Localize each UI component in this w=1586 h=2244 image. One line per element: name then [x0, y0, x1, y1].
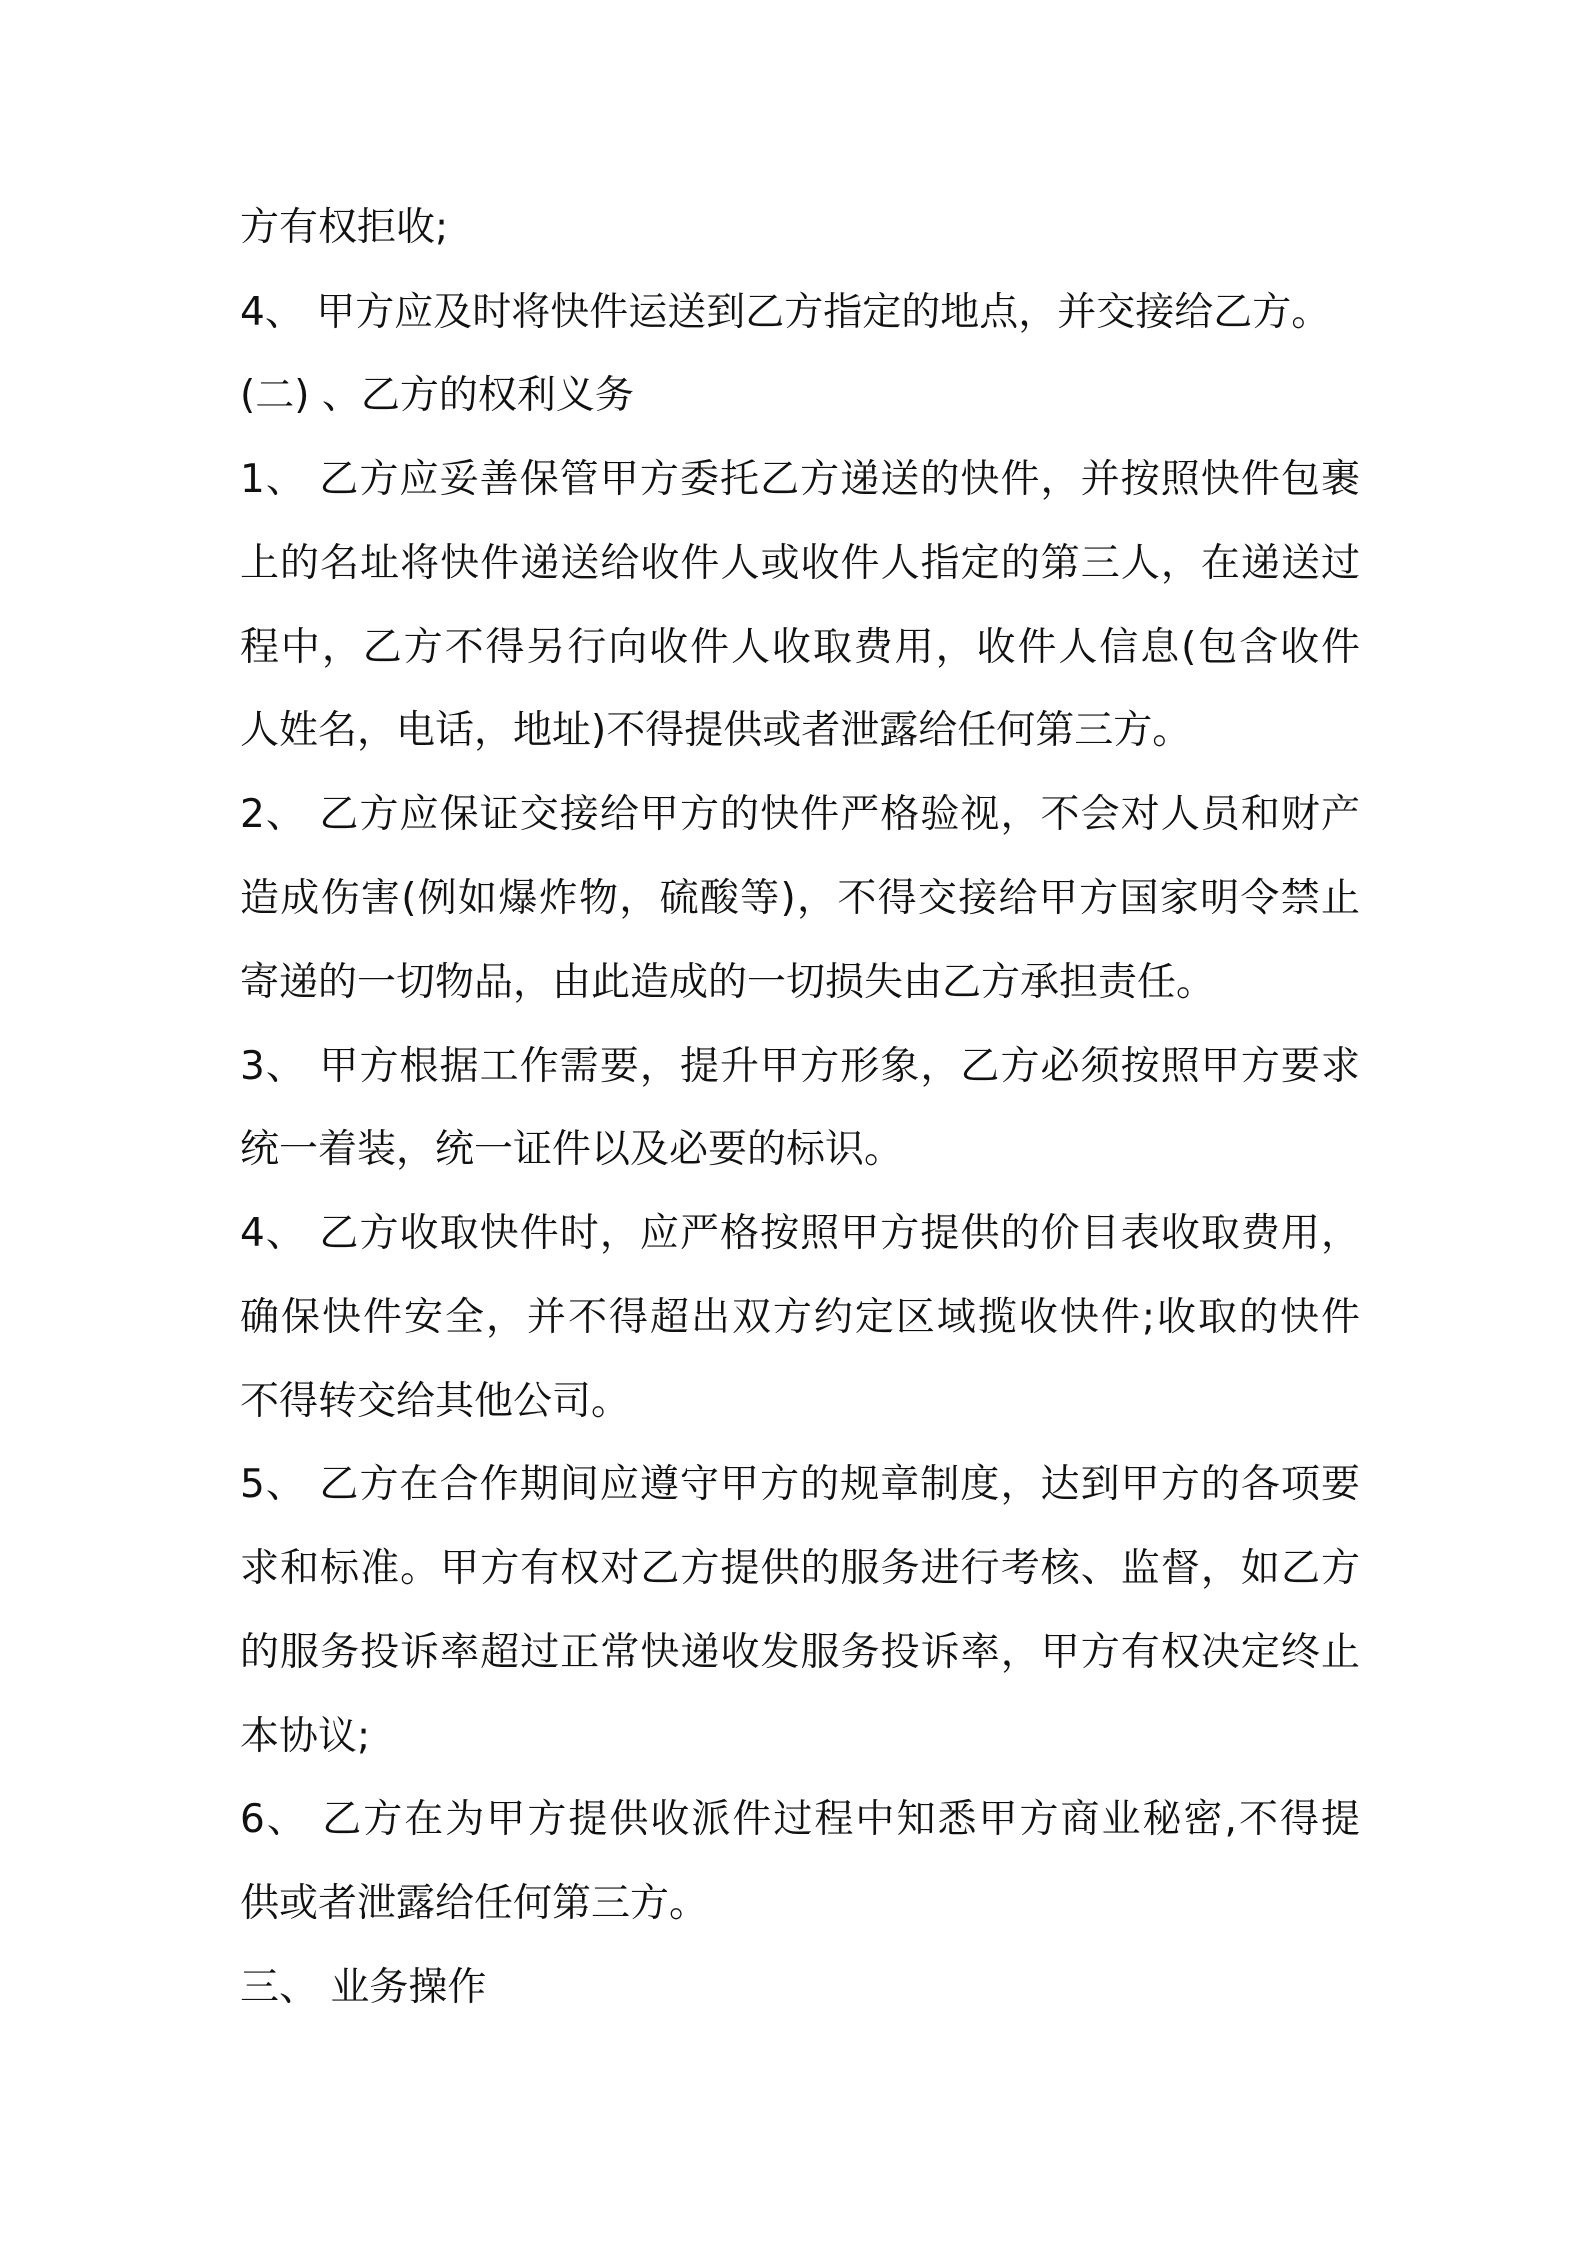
text-line: 的服务投诉率超过正常快递收发服务投诉率，甲方有权决定终止: [240, 1630, 1360, 1675]
text-line: 上的名址将快件递送给收件人或收件人指定的第三人，在递送过: [240, 541, 1360, 586]
text-line: 造成伤害(例如爆炸物，硫酸等)，不得交接给甲方国家明令禁止: [240, 876, 1360, 921]
text-line: 2、 乙方应保证交接给甲方的快件严格验视，不会对人员和财产: [240, 792, 1360, 837]
text-line: 确保快件安全，并不得超出双方约定区域揽收快件;收取的快件: [240, 1295, 1360, 1340]
text-line: 5、 乙方在合作期间应遵守甲方的规章制度，达到甲方的各项要: [240, 1462, 1360, 1507]
text-line: 求和标准。甲方有权对乙方提供的服务进行考核、监督，如乙方: [240, 1546, 1360, 1591]
text-line: 3、 甲方根据工作需要，提升甲方形象，乙方必须按照甲方要求: [240, 1044, 1360, 1089]
text-line: 方有权拒收;: [240, 205, 449, 250]
text-line: 本协议;: [240, 1714, 371, 1759]
text-line: 4、 乙方收取快件时，应严格按照甲方提供的价目表收取费用，: [240, 1211, 1360, 1256]
text-line: 程中，乙方不得另行向收件人收取费用，收件人信息(包含收件: [240, 625, 1360, 670]
text-line: 不得转交给其他公司。: [240, 1379, 631, 1424]
text-line: 供或者泄露给任何第三方。: [240, 1881, 709, 1926]
text-line: 6、 乙方在为甲方提供收派件过程中知悉甲方商业秘密,不得提: [240, 1797, 1360, 1842]
text-line: 寄递的一切物品，由此造成的一切损失由乙方承担责任。: [240, 960, 1216, 1005]
text-line: 人姓名，电话，地址)不得提供或者泄露给任何第三方。: [240, 708, 1192, 753]
text-line: 1、 乙方应妥善保管甲方委托乙方递送的快件，并按照快件包裹: [240, 457, 1360, 502]
text-line: 4、 甲方应及时将快件运送到乙方指定的地点，并交接给乙方。: [240, 290, 1331, 335]
text-line: 统一着装，统一证件以及必要的标识。: [240, 1127, 904, 1172]
section-heading: (二) 、乙方的权利义务: [240, 373, 634, 418]
section-heading: 三、 业务操作: [240, 1965, 487, 2010]
